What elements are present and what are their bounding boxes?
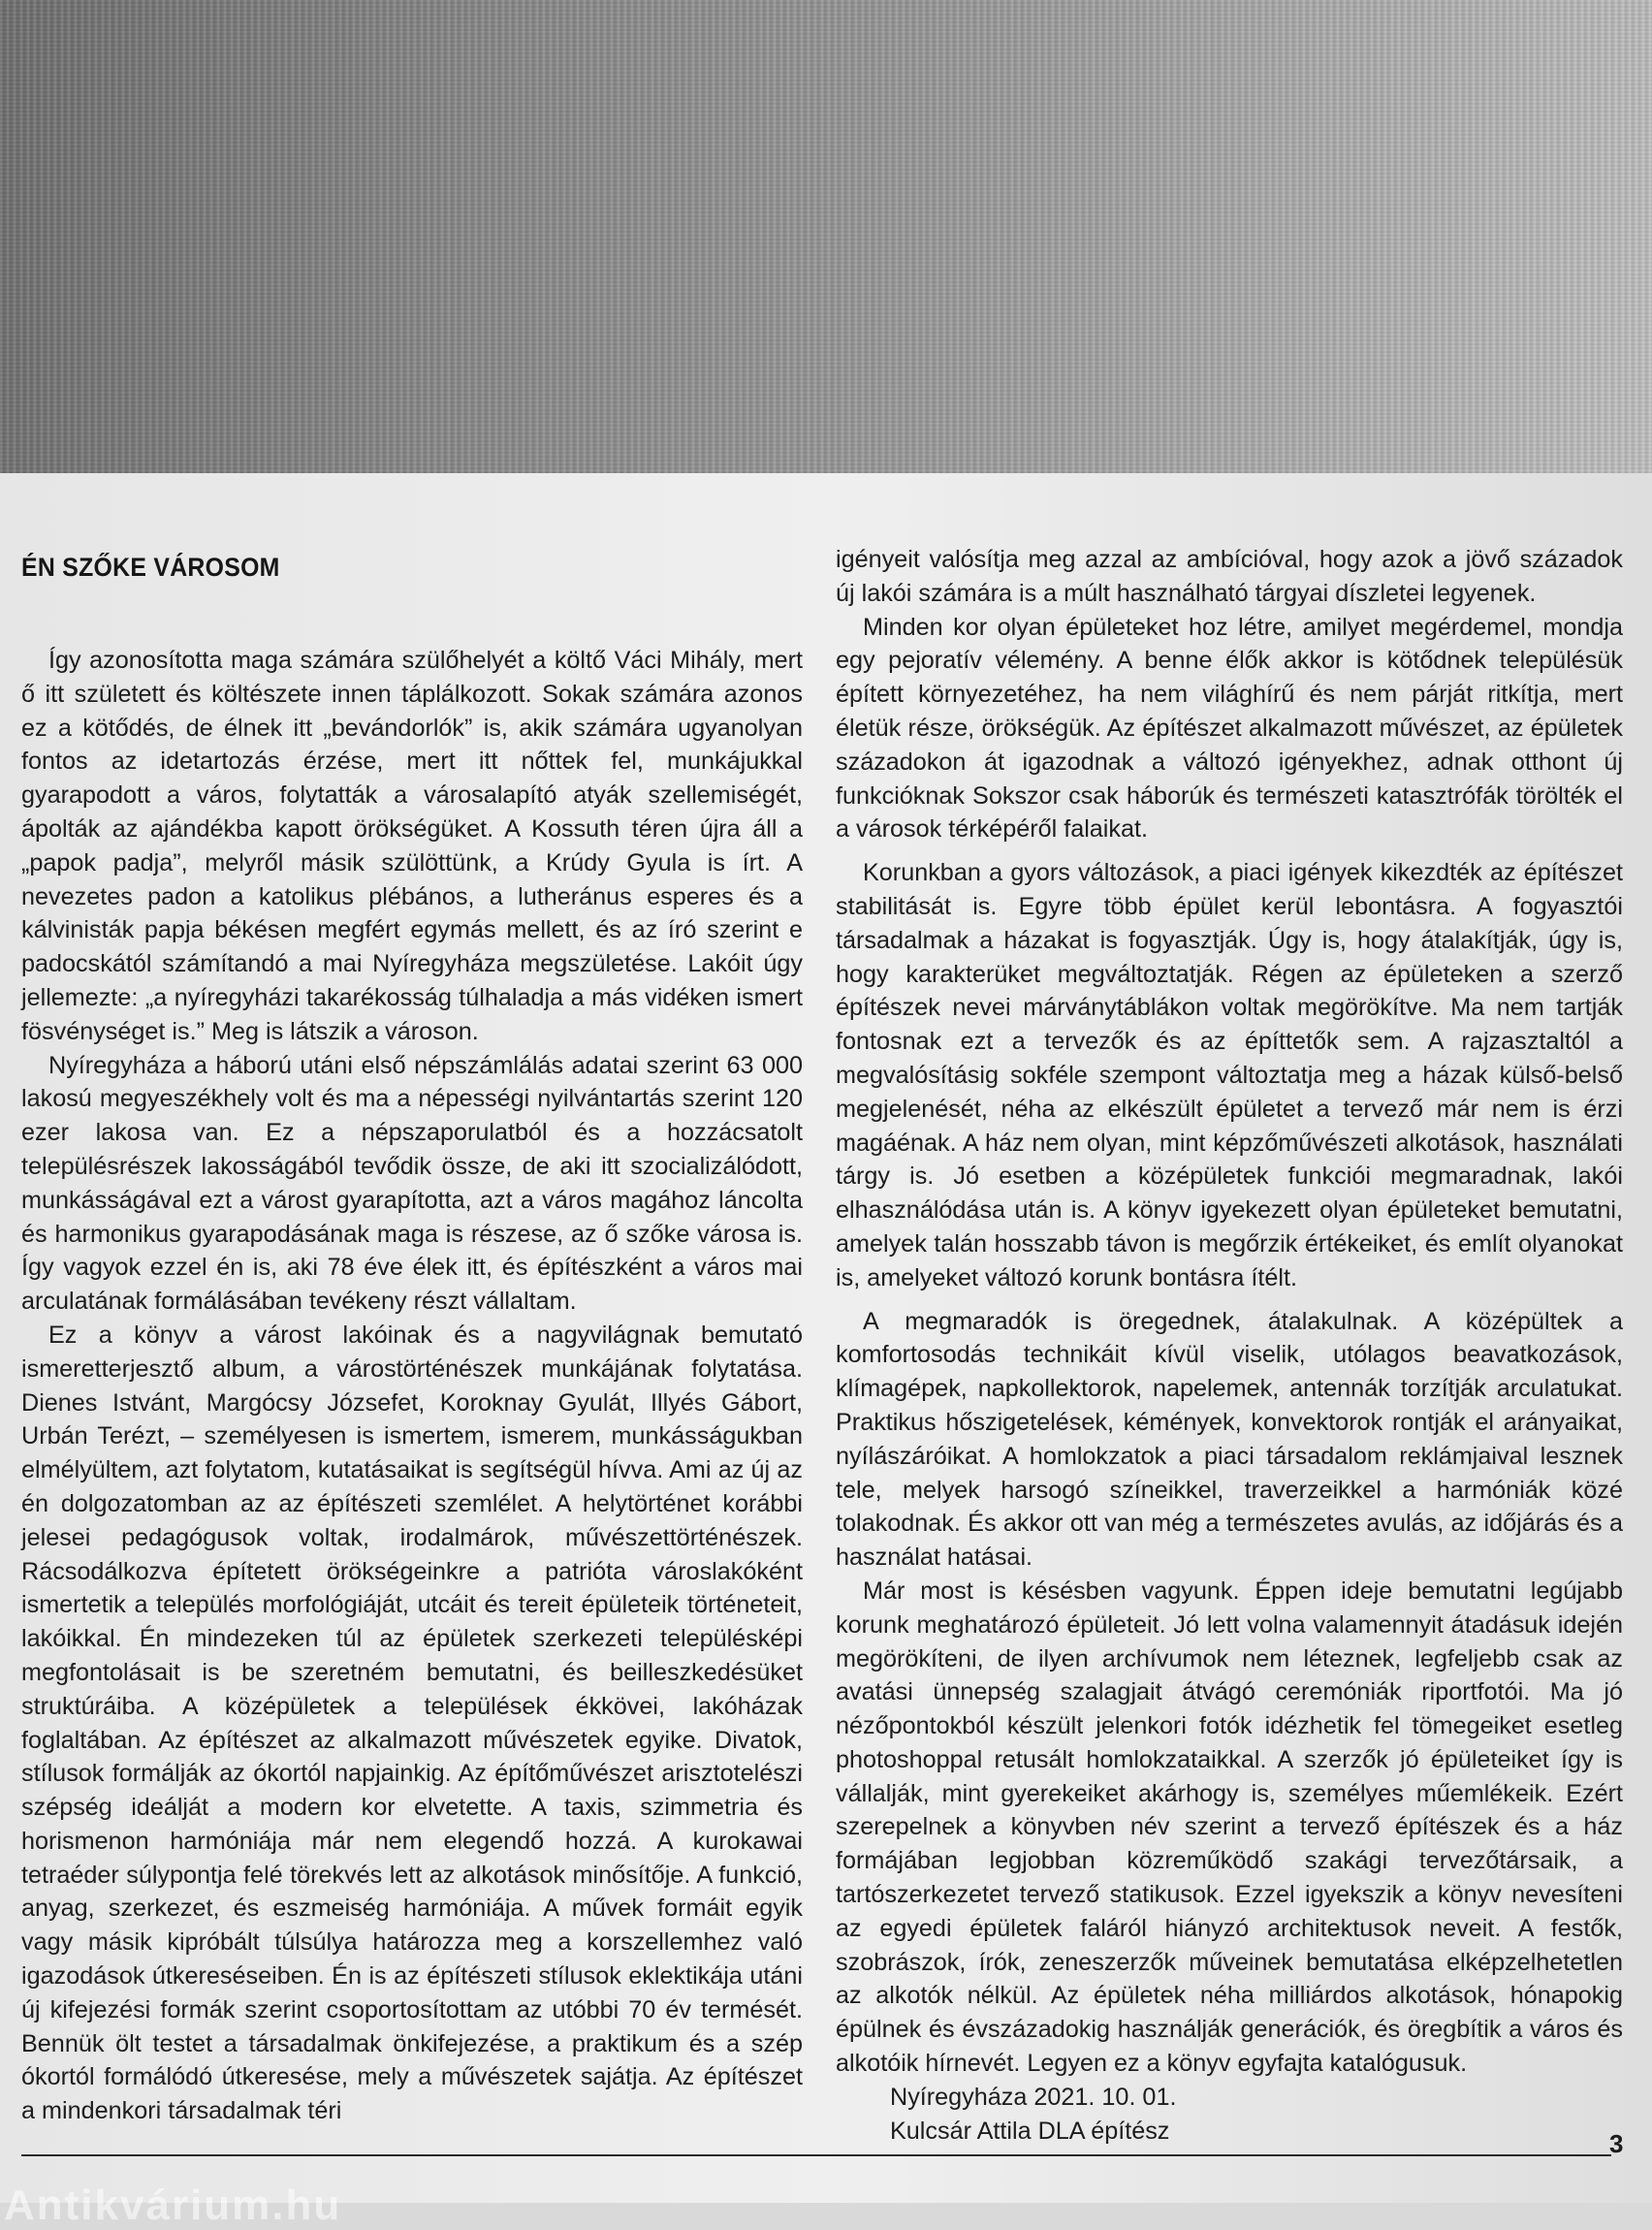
article-title: ÉN SZŐKE VÁROSOM [21,553,280,582]
paragraph: Ez a könyv a várost lakóinak és a nagyvilágnak bemutató ismeretterjesztő album, a várostörténészek munkájának folytatása. Dienes Istvánt, Margócsy Józsefet, Koroknay Gyulát, Illyés Gábort, Urbán Terézt, – személyesen is ismertem, ismerem, munkásságukban elmélyültem, azt folytatom, kutatásaikat is segítségül hívva. Ami az új az én dolgozatomban az az építészeti szemlélet. A helytörténet korábbi jelesei pedagógusok voltak, irodalmárok, művészettörténészek. Rácsodálkozva építetett örökségeinkre a patrióta városlakóként ismertetik a település morfológiáját, utcáit és tereit épületeik történeteit, lakóikkal. Én mindezeken túl az épületek szerkezeti településképi megfontolásait is be szeretném bemutatni, és beilleszkedésüket struktúráiba. A középületek a települések ékkövei, lakóházak foglaltában. Az építészet az alkalmazott művészetek egyike. Divatok, stílusok formálják az ókortól napjainkig. Az építőművészet arisztotelészi szépség ideálját a modern kor elvetette. A taxis, szimmetria és horismenon harmóniája már nem elegendő hozzá. A kurokawai tetraéder súlypontja felé törekvés lett az alkotások minősítője. A funkció, anyag, szerkezet, és eszmeiség harmóniája. A művek formáit egyik vagy másik kipróbált túlsúlya határozza meg a korszellemhez való igazodások útkereséseiben. Én is az építészeti stílusok eklektikája utáni új kifejezési formák szerint csoportosítottam az utóbbi 70 év termését. Bennük ölt testet a társadalmak önkifejezése, a praktikum és a szép ókortól formálódó útkeresése, mely a művészetek sajátja. Az építészet a mindenkori társadalmak téri [21,1321,803,2125]
paragraph: igényeit valósítja meg azzal az ambícióval, hogy azok a jövő századok új lakói számára is a múlt használható tárgyai díszletei legyenek. [836,546,1623,607]
watermark: Antikvárium.hu [4,2182,342,2229]
footer-rule [21,2154,1611,2156]
paragraph: Minden kor olyan épületeket hoz létre, amilyet megérdemel, mondja egy pejoratív vélemény. A benne élők akkor is kötődnek településük épített környezetéhez, ha nem világhírű és nem párját ritkítja, mert életük része, örökségük. Az építészet alkalmazott művészet, az épületek századokon át igazodnak a változó igényekhez, adnak otthont új funkcióknak Sokszor csak háborúk és természeti katasztrófák törölték el a városok térképéről falaikat. [836,613,1623,844]
paragraph: A megmaradók is öregednek, átalakulnak. A középültek a komfortosodás technikáit kívül viselik, utólagos beavatkozások, klímagépek, napkollektorok, napelemek, antennák torzítják arculatukat. Praktikus hőszigetelések, kémények, konvektorok rontják el arányaikat, nyílászáróikat. A homlokzatok a piaci társadalom reklámjaival lesznek tele, melyek harsogó színeikkel, traverzeikkel a harmóniák közé tolakodnak. És akkor ott van még a természetes avulás, az időjárás és a használat hatásai. [836,1307,1623,1572]
page-number: 3 [1609,2129,1624,2158]
left-column [21,644,803,2128]
paragraph: Nyíregyháza a háború utáni első népszámlálás adatai szerint 63 000 lakosú megyeszékhely volt és ma a népességi nyilvántartás szerint 120 ezer lakosa van. Ez a népszaporulatból és a hozzácsatolt településrészek lakosságából tevődik össze, de aki itt szocializálódott, munkásságával ezt a várost gyarapította, azt a város magához láncolta és harmonikus gyarapodásának maga is részese, az ő szőke városa is. Így vagyok ezzel én is, aki 78 éve élek itt, és építészként a város mai arculatának formálásában tevékeny részt vállaltam. [21,1051,803,1316]
paragraph: Korunkban a gyors változások, a piaci igények kikezdték az építészet stabilitását is. Egyre több épület kerül lebontásra. A fogyasztói társadalmak a házakat is fogyasztják. Úgy is, hogy átalakítják, úgy is, hogy karakterüket megváltoztatják. Régen az épületeken a szerző építészek nevei márványtáblákon voltak megörökítve. Ma nem tartják fontosnak ezt a tervezők és az építtetők sem. A rajzasztaltól a megvalósításig sokféle szempont változtatja meg a házak külső-belső megjelenését, néha az elkészült épületet a tervező már nem is érzi magáénak. A ház nem olyan, mint képzőművészeti alkotások, használati tárgy is. Jó esetben a középületek funkciói megmaradnak, lakói elhasználódása után is. A könyv igyekezett olyan épületeket bemutatni, amelyek talán hosszabb távon is megőrzik értékeiket, és említ olyanokat is, amelyeket változó korunk bontásra ítélt. [836,859,1623,1291]
signature: Kulcsár Attila DLA építész [890,2117,1170,2145]
paragraph: Így azonosította maga számára szülőhelyét a költő Váci Mihály, mert ő itt született és költészete innen táplálkozott. Sokak számára azonos ez a kötődés, de élnek itt „bevándorlók” is, akik számára ugyanolyan fontos az idetartozás érzése, mert itt nőttek fel, munkájukkal gyarapodott a város, folytatták a városalapító atyák szellemiségét, ápolták az ajándékba kapott örökségüket. A Kossuth téren újra áll a „papok padja”, melyről másik szülöttünk, a Krúdy Gyula is írt. A nevezetes padon a katolikus plébános, a lutheránus esperes és a kálvinisták papja békésen megfért egymás mellett, és az író szerint e padocskától számítandó a mai Nyíregyháza megszületése. Lakóit úgy jellemezte: „a nyíregyházi takarékosság túlhaladja a más vidéken ismert fösvénységet is.” Meg is látszik a városon. [21,647,803,1045]
right-column [836,543,1623,2148]
paragraph: Már most is késésben vagyunk. Éppen ideje bemutatni legújabb korunk meghatározó épületeit. Jó lett volna valamennyit átadásuk idején megörökíteni, de ilyen archívumok nem léteznek, legfeljebb csak az avatási ünnepség szalagjait átvágó ceremóniák riportfotói. Ma jó nézőpontokból készült jelenkori fotók idézhetik fel tömegeiket esetleg photoshoppal retusált homlokzataikkal. A szerzők jó épületeiket így is vállalják, mint gyerekeiket akárhogy is, személyes műemlékeik. Ezért szerepelnek a könyvben név szerint a tervező építészek és a ház formájában legjobban közreműködő szakági tervezőtársaik, a tartószerkezetet tervező statikusok. Ezzel igyekszik a könyv nevesíteni az egyedi épületek faláról hiányzó architektusok neveit. A festők, szobrászok, írók, zeneszerzők műveinek bemutatása elképzelhetetlen az alkotók nélkül. Az épületek néha milliárdos alkotások, hónapokig épülnek és évszázadokig használják generációk, és öregbítik a város és alkotóik hírnevét. Legyen ez a könyv egyfajta katalógusuk. [836,1577,1623,2078]
place-date: Nyíregyháza 2021. 10. 01. [890,2083,1177,2111]
header-photo-texture [0,0,1652,473]
